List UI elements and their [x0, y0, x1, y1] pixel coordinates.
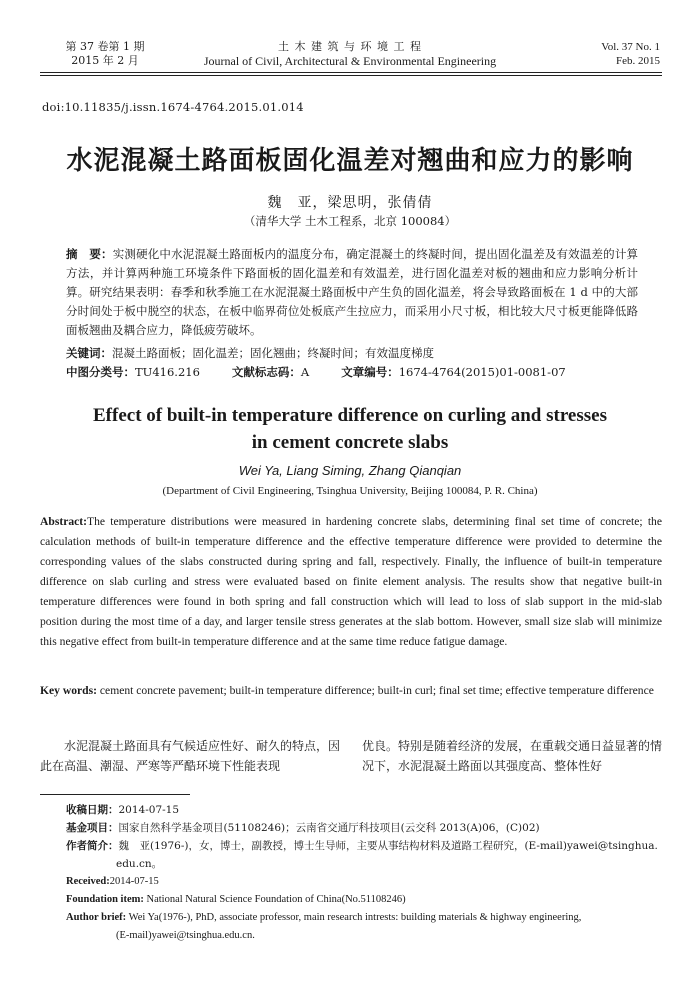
affiliation-en: (Department of Civil Engineering, Tsinghua University, Beijing 100084, P. R. China) [162, 485, 538, 497]
abstract-en-label: Abstract: [40, 515, 88, 528]
journal-name [150, 40, 550, 68]
footnote-fund-en [66, 892, 666, 908]
abstract-en-text: The temperature distributions were measured in hardening concrete slabs, determining final set time of concrete; the calculation methods of built-in temperature difference and the effective temperature difference were provided to determine the corresponding values of the slabs constructed during spring and fall, respectively. Finally, the influence of built-in temperature difference on slab curling and stress were evaluated based on finite element analysis. The results show that negative built-in temperature differences were found in both spring and fall construction which will lead to loss of slab support in the mid-slab position during the most time of a day, and larger tensile stress generates at the slab bottom. However, small size slab will minimize this negative effect from built-in temperature difference and at the same time reduce fatigue damage. [40, 515, 662, 648]
fund-en-value: National Natural Science Foundation of China(No.51108246) [146, 894, 406, 905]
doi: doi:10.11835/j.issn.1674-4764.2015.01.014 [42, 100, 304, 114]
footnote-rule [40, 794, 190, 795]
fund-en-label: Foundation item: [66, 894, 144, 905]
fund-cn-label: 基金项目： [66, 822, 119, 834]
keywords-en-text: cement concrete pavement; built-in temperature difference; built-in curl; final set time; effective temperature difference [99, 684, 654, 697]
authors-en: Wei Ya, Liang Siming, Zhang Qianqian [238, 463, 462, 478]
journal-name-cn: 土 木 建 筑 与 环 境 工 程 [278, 40, 422, 53]
page-title-en [0, 402, 700, 456]
date-en: Feb. 2015 [616, 55, 660, 67]
received-en-value: 2014-07-15 [109, 876, 159, 887]
footnote-author-cn [66, 838, 666, 854]
footnote-author-cn-cont: edu.cn。 [116, 858, 163, 870]
article-no-label: 文章编号： [341, 365, 399, 379]
body-column-right: 优良。特别是随着经济的发展，在重载交通日益显著的情况下，水泥混凝土路面以其强度高、整体性好 [362, 739, 663, 773]
footnote-fund-cn [66, 820, 666, 836]
abstract-en [40, 512, 662, 652]
article-no-value: 1674-4764(2015)01-0081-07 [398, 365, 566, 379]
keywords-cn [66, 345, 638, 361]
title-en-line1: Effect of built-in temperature difference on curling and stresses [93, 405, 607, 426]
footnote-author-en-cont: (E-mail)yawei@tsinghua.edu.cn. [116, 930, 255, 941]
received-en-label: Received: [66, 876, 110, 887]
author-en-label: Author brief: [66, 912, 127, 923]
abstract-cn-text: 实测硬化中水泥混凝土路面板内的温度分布，确定混凝土的终凝时间，提出固化温差及有效温差的计算方法，并计算两种施工环境条件下路面板的固化温差和有效温差，进行固化温差对板的翘曲和应力影响分析计算。研究结果表明：春季和秋季施工在水泥混凝土路面板中产生负的固化温差，将会导致路面板在 1 d 中的大部分时间处于板中脱空的状态，在板中临界荷位处板底产生拉应力，而采用小尺寸板，相比较大尺寸板更能降低路面板翘曲及耦合应力，降低疲劳破坏。 [66, 247, 639, 337]
title-en-line2: in cement concrete slabs [251, 432, 449, 453]
keywords-cn-label: 关键词： [66, 346, 112, 360]
received-cn-value: 2014-07-15 [118, 804, 180, 816]
fund-cn-value: 国家自然科学基金项目(51108246)；云南省交通厅科技项目(云交科 2013(A)06，(C)02) [118, 822, 540, 834]
header-rule [40, 72, 662, 73]
affiliation-cn: （清华大学 土木工程系，北京 100084） [243, 214, 457, 228]
journal-name-en: Journal of Civil, Architectural & Environmental Engineering [203, 54, 497, 68]
author-cn-label: 作者简介： [66, 840, 119, 852]
body-left-text: 水泥混凝土路面具有气候适应性好、耐久的特点，因此在高温、潮湿、严寒等严酷环境下性能表现 [40, 739, 341, 773]
author-cn-value: 魏 亚(1976-)，女，博士，副教授，博士生导师，主要从事结构材料及道路工程研究，(E-mail)yawei@tsinghua. [118, 840, 658, 852]
header-rule-2 [40, 75, 662, 76]
doc-code-label: 文献标志码： [231, 365, 301, 379]
footnote-received-en [66, 874, 666, 890]
doc-code-value: A [300, 365, 310, 379]
received-cn-label: 收稿日期： [66, 804, 119, 816]
classification-line [66, 364, 666, 380]
journal-issue-cn [45, 40, 165, 68]
abstract-cn [66, 245, 638, 340]
journal-issue-en [520, 40, 660, 68]
abstract-cn-label: 摘 要： [66, 247, 113, 261]
page-title-cn: 水泥混凝土路面板固化温差对翘曲和应力的影响 [66, 146, 634, 176]
keywords-en [40, 681, 662, 701]
body-column-left [40, 736, 340, 776]
author-en-value: Wei Ya(1976-), PhD, associate professor, main research intrests: building materials & highway engineering, [128, 912, 582, 923]
clc-value: TU416.216 [135, 365, 200, 379]
footnote-author-en [66, 910, 666, 926]
keywords-cn-text: 混凝土路面板；固化温差；固化翘曲；终凝时间；有效温度梯度 [112, 346, 434, 360]
clc-label: 中图分类号： [66, 365, 135, 379]
volume-issue-en: Vol. 37 No. 1 [601, 41, 660, 53]
date-cn: 2015 年 2 月 [71, 54, 139, 67]
volume-issue-cn: 第 37 卷第 1 期 [65, 40, 145, 53]
footnote-received-cn [66, 802, 666, 818]
keywords-en-label: Key words: [40, 684, 97, 697]
authors-cn: 魏 亚，梁思明，张倩倩 [267, 195, 433, 211]
